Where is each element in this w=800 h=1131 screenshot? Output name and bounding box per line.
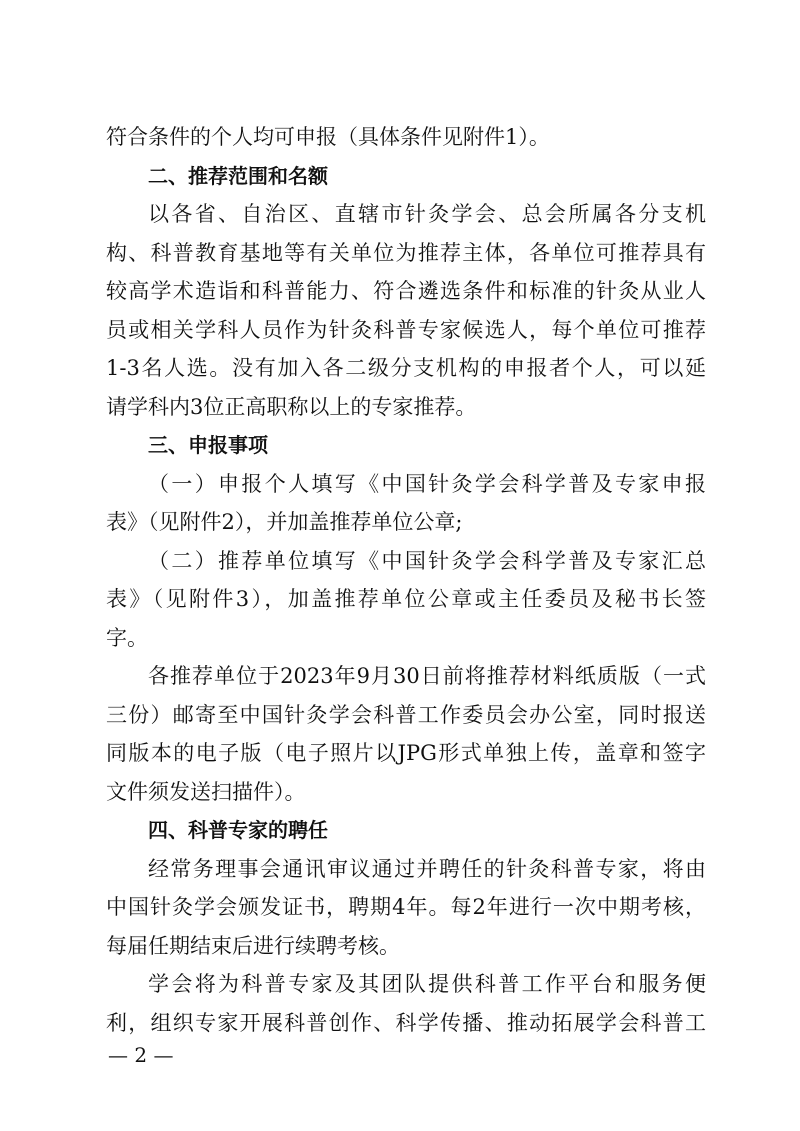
section-heading: 三、申报事项	[148, 433, 268, 457]
section-heading: 四、科普专家的聘任	[148, 818, 328, 842]
paragraph-line: 学会将为科普专家及其团队提供科普工作平台和服务便	[148, 972, 706, 996]
paragraph-line: 表》（见附件3），加盖推荐单位公章或主任委员及秘书长签	[106, 587, 706, 611]
paragraph-line: 以各省、自治区、直辖市针灸学会、总会所属各分支机	[148, 202, 706, 226]
paragraph-line: 较高学术造诣和科普能力、符合遴选条件和标准的针灸从业人	[106, 279, 706, 303]
paragraph-line: 字。	[106, 625, 148, 650]
paragraph-line: 每届任期结束后进行续聘考核。	[106, 933, 400, 958]
document-body	[106, 118, 706, 1042]
section-heading: 二、推荐范围和名额	[148, 163, 328, 188]
paragraph-line: 三份）邮寄至中国针灸学会科普工作委员会办公室，同时报送	[106, 702, 706, 727]
page-number: — 2 —	[108, 1043, 174, 1067]
paragraph-line: 符合条件的个人均可申报（具体条件见附件1）。	[106, 125, 550, 149]
paragraph-line: 利，组织专家开展科普创作、科学传播、推动拓展学会科普工	[106, 1010, 706, 1035]
paragraph-line: 员或相关学科人员作为针灸科普专家候选人，每个单位可推荐	[106, 317, 706, 342]
paragraph-line: 经常务理事会通讯审议通过并聘任的针灸科普专家，将由	[148, 856, 706, 881]
paragraph-line: 同版本的电子版（电子照片以JPG形式单独上传，盖章和签字	[106, 741, 706, 765]
paragraph-line: 1-3名人选。没有加入各二级分支机构的申报者个人，可以延	[106, 356, 706, 380]
paragraph-line: （二）推荐单位填写《中国针灸学会科学普及专家汇总	[148, 548, 706, 573]
paragraph-line: 构、科普教育基地等有关单位为推荐主体，各单位可推荐具有	[106, 240, 706, 265]
paragraph-line: 中国针灸学会颁发证书，聘期4年。每2年进行一次中期考核，	[106, 895, 706, 919]
paragraph-line: 各推荐单位于2023年9月30日前将推荐材料纸质版（一式	[148, 664, 706, 688]
paragraph-line: 文件须发送扫描件）。	[106, 779, 306, 804]
paragraph-line: 表》（见附件2），并加盖推荐单位公章;	[106, 510, 463, 534]
paragraph-line: （一）申报个人填写《中国针灸学会科学普及专家申报	[148, 471, 706, 496]
paragraph-line: 请学科内3位正高职称以上的专家推荐。	[106, 394, 477, 419]
